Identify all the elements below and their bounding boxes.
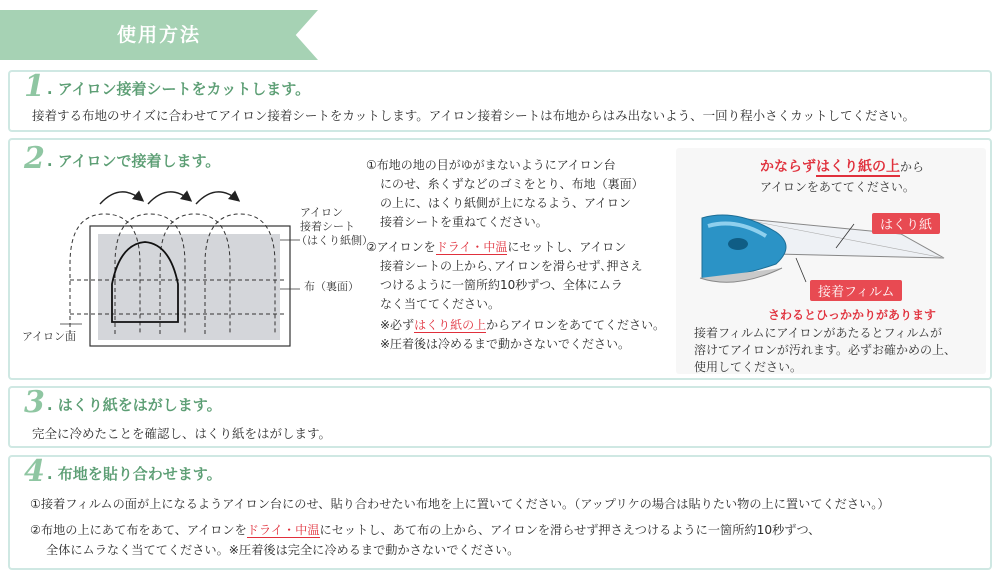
warning-desc-1: 接着フィルムにアイロンがあたるとフィルムが xyxy=(694,326,943,340)
step-3-title: . はくり紙をはがします。 xyxy=(46,396,222,414)
warning-desc-3: 使用してください。 xyxy=(694,360,803,374)
label-cloth: 布（裏面） xyxy=(304,280,359,293)
step-2-p1-line3: の上に、はくり紙側が上になるよう、アイロン xyxy=(380,196,631,210)
step-2-p1-line2: にのせ、糸くずなどのゴミをとり、布地（裏面） xyxy=(380,177,644,191)
step-1-number: 1 xyxy=(24,69,45,104)
step-2-note2: ※圧着後は冷めるまで動かさないでください。 xyxy=(380,337,631,351)
step-4-box xyxy=(8,455,992,570)
step-4-heading xyxy=(24,454,222,489)
ironing-pattern-diagram xyxy=(60,174,300,354)
label-board: アイロン面 xyxy=(22,330,77,343)
step-2-p1-line4: 接着シートを重ねてください。 xyxy=(380,215,548,229)
step-4-number: 4 xyxy=(24,454,45,489)
film-caption: さわるとひっかかりがあります xyxy=(768,308,937,322)
step-2-p2-line1: ②アイロンをドライ・中温にセットし、アイロン xyxy=(366,240,627,254)
label-sheet-3: （はくり紙側） xyxy=(296,234,373,247)
adhesive-film-tag: 接着フィルム xyxy=(810,280,902,301)
step-2-box xyxy=(8,138,992,380)
step-4-line1: ①接着フィルムの面が上になるようアイロン台にのせ、貼り合わせたい布地を上に置いてください。（アップリケの場合は貼りたい物の上に置いてください。） xyxy=(30,497,890,511)
warning-inset xyxy=(676,148,986,374)
release-paper-tag: はくり紙 xyxy=(872,213,940,234)
step-3-number: 3 xyxy=(24,385,45,420)
step-3-box xyxy=(8,386,992,448)
step-2-number: 2 xyxy=(24,141,45,176)
step-4-title: . 布地を貼り合わせます。 xyxy=(46,465,222,483)
iron-setting-highlight: ドライ・中温 xyxy=(435,240,508,254)
warning-desc-2: 溶けてアイロンが汚れます。必ずお確かめの上、 xyxy=(694,343,956,357)
step-1-heading xyxy=(24,69,311,104)
step-2-title: . アイロンで接着します。 xyxy=(46,152,221,170)
label-sheet-1: アイロン xyxy=(300,206,344,219)
sheet-rect xyxy=(98,234,280,340)
label-sheet-2: 接着シート xyxy=(300,220,355,233)
step-1-title: . アイロン接着シートをカットします。 xyxy=(46,80,311,98)
step-3-text: 完全に冷めたことを確認し、はくり紙をはがします。 xyxy=(32,426,332,441)
step-1-box xyxy=(8,70,992,132)
warning-heading-1: かならずはくり紙の上から xyxy=(760,159,925,175)
step-2-p2-line4: なく当ててください。 xyxy=(380,297,501,311)
warning-heading-2: アイロンをあててください。 xyxy=(760,180,915,194)
step-3-heading xyxy=(24,385,222,420)
step-2-heading xyxy=(24,141,221,176)
iron-setting-highlight-2: ドライ・中温 xyxy=(246,523,320,537)
step-2-note1: ※必ずはくり紙の上からアイロンをあててください。 xyxy=(380,318,665,332)
step-2-p2-line3: つけるように一箇所約10秒ずつ、全体にムラ xyxy=(380,278,623,292)
step-2-p2-line2: 接着シートの上から､アイロンを滑らせず､押さえ xyxy=(380,259,643,273)
step-2-p1-line1: ①布地の地の目がゆがまないようにアイロン台 xyxy=(366,158,616,172)
step-4-line2: ②布地の上にあて布をあて、アイロンをドライ・中温にセットし、あて布の上から、アイロンを滑らせず押さえつけるように一箇所約10秒ずつ、 xyxy=(30,523,821,537)
step-1-text: 接着する布地のサイズに合わせてアイロン接着シートをカットします。アイロン接着シートは布地からはみ出ないよう、一回り程小さくカットしてください。 xyxy=(32,108,916,123)
section-title: 使用方法 xyxy=(117,24,202,46)
release-paper-highlight: はくり紙の上 xyxy=(414,318,487,332)
step-4-line3: 全体にムラなく当ててください。※圧着後は完全に冷めるまで動かさないでください。 xyxy=(46,543,520,557)
